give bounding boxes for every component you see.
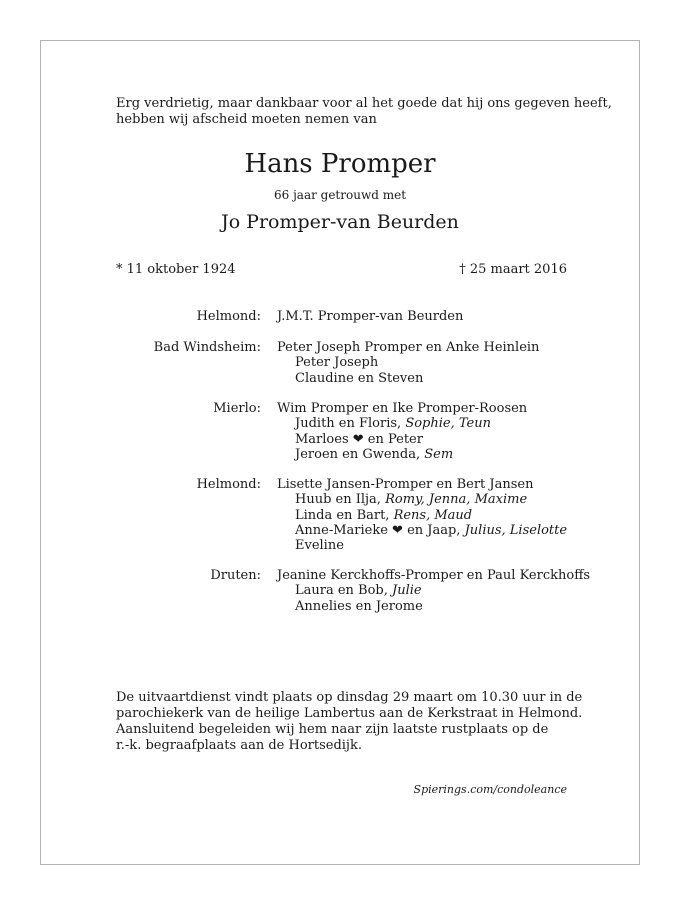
service-line: r.-k. begraafplaats aan de Hortsedijk.: [116, 738, 362, 753]
service-info: [116, 690, 582, 754]
service-line: Aansluitend begeleiden wij hem naar zijn laatste rustplaats op de: [116, 722, 549, 737]
service-line: parochiekerk van de heilige Lambertus aan de Kerkstraat in Helmond.: [116, 706, 583, 721]
family-block: [277, 401, 527, 462]
intro-text: [116, 96, 612, 128]
family-place: Bad Windsheim:: [153, 340, 261, 355]
family-place: Helmond:: [196, 477, 261, 492]
family-block: [277, 568, 590, 614]
family-block: [277, 340, 539, 386]
family-line: Huub en Ilja, Romy, Jenna, Maxime: [295, 492, 528, 508]
family-line: Wim Promper en Ike Promper-Roosen: [277, 401, 528, 416]
family-line: J.M.T. Promper-van Beurden: [277, 309, 464, 324]
family-line: Jeroen en Gwenda, Sem: [295, 446, 454, 462]
family-line: Linda en Bart, Rens, Maud: [295, 507, 473, 523]
service-line: De uitvaartdienst vindt plaats op dinsdag 29 maart om 10.30 uur in de: [116, 690, 583, 705]
intro-line: hebben wij afscheid moeten nemen van: [116, 112, 377, 127]
family-block: [277, 309, 463, 324]
family-line: Anne-Marieke ❤ en Jaap, Julius, Liselotte: [295, 522, 568, 538]
family-place: Druten:: [210, 568, 261, 583]
death-date: † 25 maart 2016: [459, 262, 567, 277]
condolence-link[interactable]: Spierings.com/condoleance: [413, 783, 567, 796]
birth-date: * 11 oktober 1924: [116, 262, 236, 277]
family-line: Marloes ❤ en Peter: [295, 431, 423, 447]
family-place: Mierlo:: [213, 401, 261, 416]
family-line: Laura en Bob, Julie: [295, 583, 422, 599]
married-line: 66 jaar getrouwd met: [273, 188, 407, 202]
family-line: Lisette Jansen-Promper en Bert Jansen: [277, 477, 534, 492]
deceased-name: Hans Promper: [244, 149, 436, 179]
family-block: [277, 477, 567, 553]
family-line: Peter Joseph: [295, 355, 379, 371]
intro-line: Erg verdrietig, maar dankbaar voor al het goede dat hij ons gegeven heeft,: [116, 96, 612, 111]
family-line: Jeanine Kerckhoffs-Promper en Paul Kerckhoffs: [277, 568, 591, 583]
family-place: Helmond:: [196, 309, 261, 324]
family-line: Eveline: [295, 538, 344, 554]
family-line: Judith en Floris, Sophie, Teun: [295, 416, 491, 432]
family-line: Claudine en Steven: [295, 370, 424, 386]
spouse-name: Jo Promper-van Beurden: [221, 211, 459, 233]
family-line: Peter Joseph Promper en Anke Heinlein: [277, 340, 540, 355]
family-line: Annelies en Jerome: [295, 598, 423, 614]
